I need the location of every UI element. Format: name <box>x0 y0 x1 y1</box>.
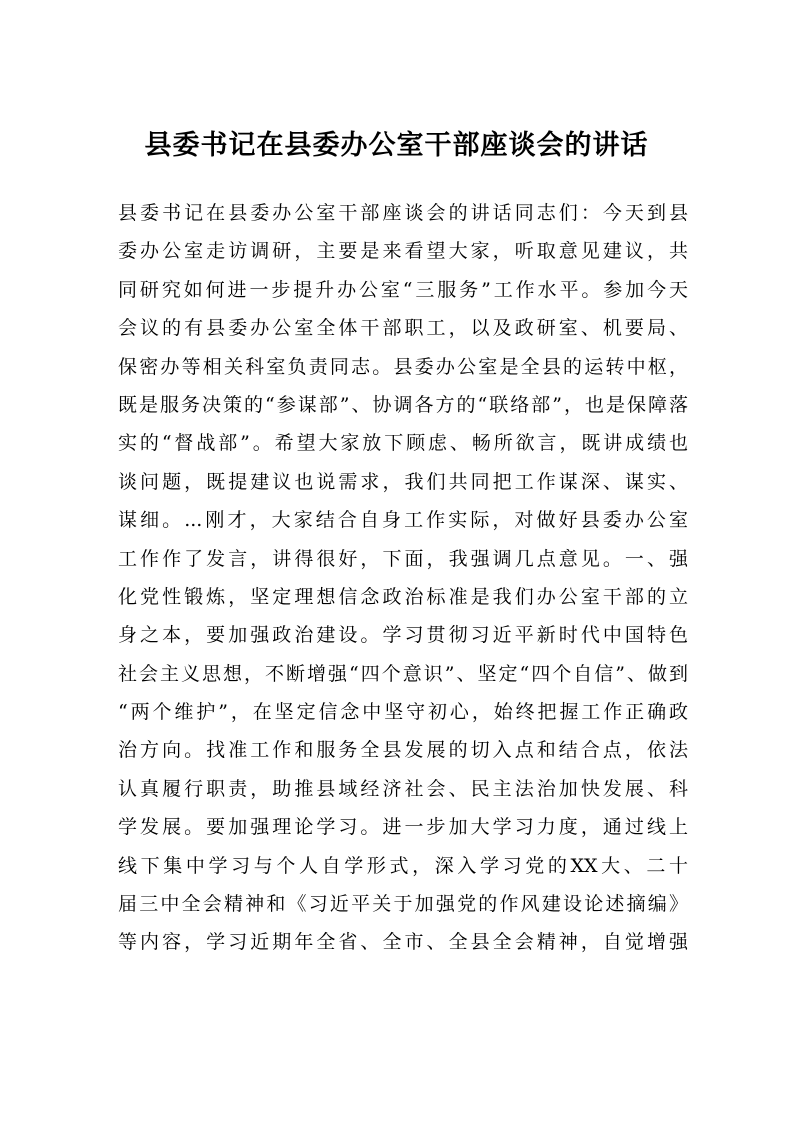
body-line: 谈问题，既提建议也说需求，我们共同把工作谋深、谋实、 <box>118 470 688 493</box>
body-line: 届三中全会精神和《习近平关于加强党的作风建设论述摘编》 <box>118 893 688 916</box>
body-line: 线下集中学习与个人自学形式，深入学习党的XX大、二十 <box>118 854 688 877</box>
body-line: 化党性锻炼，坚定理想信念政治标准是我们办公室干部的立 <box>118 585 688 608</box>
body-line: 工作作了发言，讲得很好，下面，我强调几点意见。一、强 <box>118 547 688 570</box>
body-line: 实的“督战部”。希望大家放下顾虑、畅所欲言，既讲成绩也 <box>118 432 688 455</box>
body-line: 认真履行职责，助推县域经济社会、民主法治加快发展、科 <box>118 777 688 800</box>
body-line: 同研究如何进一步提升办公室“三服务”工作水平。参加今天 <box>118 278 688 301</box>
document-body <box>118 194 688 962</box>
document-title: 县委书记在县委办公室干部座谈会的讲话 <box>144 130 649 161</box>
body-line: 既是服务决策的“参谋部”、协调各方的“联络部”，也是保障落 <box>118 393 688 416</box>
body-line: 会议的有县委办公室全体干部职工，以及政研室、机要局、 <box>118 317 688 340</box>
body-line: 等内容，学习近期年全省、全市、全县全会精神，自觉增强 <box>118 931 688 954</box>
body-line: 县委书记在县委办公室干部座谈会的讲话同志们：今天到县 <box>118 202 688 224</box>
body-line: 社会主义思想，不断增强“四个意识”、坚定“四个自信”、做到 <box>118 662 688 685</box>
body-line: 身之本，要加强政治建设。学习贯彻习近平新时代中国特色 <box>118 624 688 647</box>
body-line: 委办公室走访调研，主要是来看望大家，听取意见建议，共 <box>118 240 688 263</box>
body-line: “两个维护”，在坚定信念中坚守初心，始终把握工作正确政 <box>118 701 688 724</box>
body-line: 治方向。找准工作和服务全县发展的切入点和结合点，依法 <box>118 739 688 762</box>
body-line: 学发展。要加强理论学习。进一步加大学习力度，通过线上 <box>118 816 688 839</box>
body-line: 保密办等相关科室负责同志。县委办公室是全县的运转中枢， <box>118 355 688 378</box>
body-line: 谋细。...刚才，大家结合自身工作实际，对做好县委办公室 <box>118 509 688 532</box>
